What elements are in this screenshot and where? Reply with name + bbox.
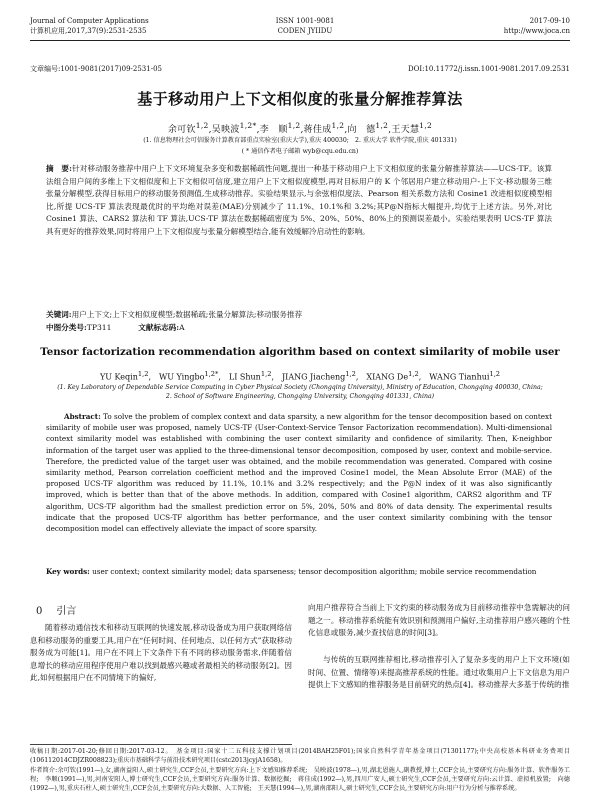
authors-cn: 余可钦$^{1,2}$,吴映波$^{1,2*}$,李 顺$^{1,2}$,蒋佳成$^{1,2}$,向 德$^{1,2}$,王天慧$^{1,2}$ (167, 121, 433, 135)
authors-en: YU Keqin$^{1,2}$, WU Yingbo$^{1,2*}$, LI Shun$^{1,2}$, JIANG Jiacheng$^{1,2}$, XIANG De$^{1,2}$, WANG Tianhui$^{1,2}$ (99, 370, 501, 382)
doc-code-value: A (179, 323, 185, 332)
affiliation-en-2: 2. School of Software Engineering, Chongqing University, Chongqing 401331, China) (165, 393, 435, 400)
affiliation-cn: (1. 信息物理社会可信服务计算教育部重点实验室(重庆大学),重庆 400030; 2. 重庆大学 软件学院,重庆 401331) (143, 137, 457, 144)
corresponding-author: ( * 通信作者电子邮箱 wyb@cqu.edu.cn) (241, 148, 359, 155)
section-heading (36, 606, 76, 618)
keywords-en-label: Key words: (46, 567, 90, 576)
journal-citation: 计算机应用,2017,37(9):2531-2535 (30, 27, 147, 35)
body-left-paragraph: 随着移动通信技术和移动互联网的快速发展,移动设备成为用户获取网络信息和移动服务的重要工具,用户在“任何时间、任何地点、以任何方式”获取移动服务成为可能[1]。用户在不同上下文条件下有不同的移动服务需求,伴随着信息增长的移动应用程序使用户难以找到最感兴趣或者最相关的移动服务[2]。因此,如何根据用户在不同情境下的偏好, (30, 623, 292, 683)
footnote-bio: 作者简介:余可钦(1991—),女,湖南益阳人,硕士研究生,CCF会员,主要研究方向:上下文感知推荐系统; 吴映波(1978—),男,湖北恩施人,副教授,博士,CCF会员,主要研究方向:服务计算、软件服务工程; 李顺(1991—),男,河南安阳人,博士研究生,CCF会员,主要研究方向:服务计算、数据挖掘; 蒋佳成(1992—),男,四川广安人,硕士研究生,CCF会员,主要研究方向:云计算、虚拟机放置; 向德(1992—),男,重庆石柱人,硕士研究生,CCF会员,主要研究方向:大数据、人工智能; 王天慧(1994—),男,湖南邵阳人,硕士研究生,CCF会员,主要研究方向:用户行为分析与推荐系统。 (30, 767, 570, 792)
clc-label: 中图分类号: (46, 323, 87, 332)
abstract-en-text: To solve the problem of complex context and data sparsity, a new algorithm for the tensor decomposition based on context similarity of mobile user was proposed, namely UCS-TF (User-Context-Service Tensor Factorization recommendation). Multi-dimensional context similarity model was established with combining the user context similarity and confidence of similarity. Then, K-neighbor information of the target user was applied to the three-dimensional tensor decomposition, composed by user, context and mobile-service. Therefore, the predicted value of the target user was obtained, and the mobile recommendation was generated. Compared with cosine similarity method, Pearson correlation coefficient method and the improved Cosine1 model, the Mean Absolute Error (MAE) of the proposed UCS-TF algorithm was reduced by 11.1%, 10.1% and 3.2% respectively; and the P@N index of it was also significantly improved, which is better than that of the above methods. In addition, compared with Cosine1 algorithm, CARS2 algorithm and TF algorithm, UCS-TF algorithm had the smallest prediction error on 5%, 20%, 50% and 80% of data density. The experimental results indicate that the proposed UCS-TF algorithm has better performance, and the user context similarity combining with the tensor decomposition model can effectively alleviate the impact of score sparsity. (46, 412, 552, 534)
journal-name: Journal of Computer Applications (30, 17, 149, 25)
footnote-received: 收稿日期:2017-01-20;修回日期:2017-03-12。 基金项目:国家十二五科技支撑计划项目(2014BAH25F01);国家自然科学青年基金项目(71301177);中央高校基本科研业务费项目(106112014CDJZR008823);重庆市基础科学与前沿技术研究项目(cstc2013jcyjA1658)。 (30, 748, 570, 764)
abstract-en (46, 411, 552, 534)
issn: ISSN 1001-9081 (275, 17, 335, 25)
section-title: 引言 (56, 606, 77, 617)
affiliation-en-1: (1. Key Laboratory of Dependable Service Computing in Cyber Physical Society (Chongqing University), Ministry of Education, Chongqing 400030, China; (57, 384, 543, 391)
issue-date: 2017-09-10 (529, 17, 570, 25)
keywords-cn (46, 309, 552, 322)
page-title: 基于移动用户上下文相似度的张量分解推荐算法 (137, 90, 463, 108)
doi[interactable]: DOI:10.11772/j.issn.1001-9081.2017.09.2531 (408, 65, 570, 73)
keywords-en (46, 566, 552, 577)
body-right-paragraph-1: 向用户推荐符合当前上下文约束的移动服务成为目前移动推荐中急需解决的问题之一。移动推荐系统能有效识别和预测用户偏好,主动推荐用户感兴趣的个性化信息或服务,减少查找信息的时间[3]。 (308, 603, 570, 638)
journal-url[interactable]: http://www.joca.cn (503, 27, 570, 35)
section-number: 0 (36, 606, 43, 617)
abstract-en-label: Abstract: (64, 412, 101, 421)
keywords-en-text: user context; context similarity model; data sparseness; tensor decomposition algorithm; mobile service recommendation (92, 567, 537, 576)
classification (46, 322, 346, 335)
coden: CODEN JYIIDU (277, 27, 333, 35)
doc-code-label: 文献标志码: (138, 323, 180, 332)
header-rule (30, 40, 570, 41)
footnote-rule (30, 744, 292, 745)
keywords-cn-label: 关键词: (46, 310, 72, 319)
english-title: Tensor factorization recommendation algorithm based on context similarity of mobile user (40, 346, 560, 358)
keywords-cn-text: 用户上下文;上下文相似度模型;数据稀疏;张量分解算法;移动服务推荐 (71, 310, 303, 319)
article-number: 文章编号:1001-9081(2017)09-2531-05 (30, 65, 162, 73)
clc-value: TP311 (86, 323, 112, 332)
abstract-cn-label: 摘 要: (46, 164, 72, 173)
abstract-cn-text: 针对移动服务推荐中用户上下文环境复杂多变和数据稀疏性问题,提出一种基于移动用户上下文相似度的张量分解推荐算法——UCS-TF。该算法组合用户间的多维上下文相似度和上下文相似可信度,建立用户上下文相似度模型,再对目标用户的 K 个邻居用户建立移动用户-上下文-移动服务三维张量分解模型,获得目标用户的移动服务预测值,生成移动推荐。实验结果显示,与余弦相似度法、Pearson 相关系数方法和 Cosine1 改进相似度模型相比,所提 UCS-TF 算法表现最优时的平均绝对误差(MAE)分别减少了 11.1%、10.1%和 3.2%;其P@N指标大幅提升,均优于上述方法。另外,对比 Cosine1 算法、CARS2 算法和 TF 算法,UCS-TF 算法在数据稀疏密度为 5%、20%、50%、80%上的预测误差最小。实验结果表明 UCS-TF 算法具有更好的推荐效果,同时将用户上下文相似度与张量分解模型结合,能有效缓解冷启动性的影响。 (46, 164, 552, 236)
abstract-cn (46, 163, 552, 239)
body-right-paragraph-2: 与传统的互联网推荐相比,移动推荐引入了复杂多变的用户上下文环境(如时间、位置、情绪等)来提高推荐系统的性能。通过收集用户上下文信息为用户提供上下文感知的推荐服务是目前研究的热点[4]。移动推荐大多基于传统的推 (308, 655, 570, 690)
